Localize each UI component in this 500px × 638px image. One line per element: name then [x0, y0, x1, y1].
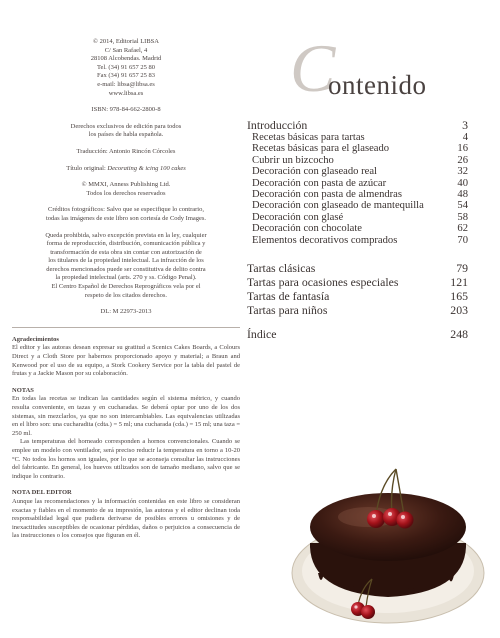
- publisher-line: Tel. (34) 91 657 25 80: [96, 63, 156, 71]
- toc-page: 40: [457, 177, 468, 189]
- toc-label: Índice: [247, 327, 277, 342]
- toc-subentry[interactable]: [247, 235, 468, 246]
- toc-label: Cubrir un bizcocho: [252, 154, 334, 166]
- original-title-name: Decorating & icing 100 cakes: [107, 164, 186, 172]
- publisher-line: Fax (34) 91 657 25 83: [97, 72, 155, 80]
- legal-line: transformación de esta obra sin contar con autorización de: [50, 248, 202, 256]
- toc-label: Decoración con glasé: [252, 211, 344, 223]
- notes-heading: NOTAS: [12, 386, 34, 394]
- toc-label: Recetas básicas para tartas: [252, 132, 365, 143]
- publisher-line: www.libsa.es: [108, 89, 144, 97]
- toc-label: Decoración con chocolate: [252, 223, 362, 235]
- toc-page: 26: [457, 154, 468, 166]
- toc-label: Tartas clásicas: [247, 261, 316, 276]
- publisher-line: © 2014, Editorial LIBSA: [93, 38, 159, 45]
- toc-page: 16: [457, 143, 468, 155]
- toc-page: 121: [450, 275, 468, 290]
- publisher-line: e-mail: libsa@libsa.es: [97, 80, 155, 88]
- isbn: ISBN: 978-84-662-2800-8: [91, 106, 161, 114]
- rights-notice: [12, 123, 240, 140]
- toc-page: 54: [457, 200, 468, 212]
- copyright-line: Todos los derechos reservados: [86, 189, 166, 197]
- toc-page: 79: [456, 261, 468, 276]
- credits-line: todas las imágenes de este libro son cortesía de Cody Images.: [45, 214, 207, 222]
- imprint-column: [12, 38, 240, 541]
- acknowledgements-heading: Agradecimientos: [12, 335, 59, 343]
- toc-entry-section[interactable]: [247, 289, 468, 303]
- toc-subentry[interactable]: [247, 189, 468, 200]
- table-of-contents: [247, 118, 468, 341]
- toc-page: 62: [457, 223, 468, 235]
- publisher-info: [12, 38, 240, 98]
- page-title: [290, 30, 500, 110]
- notes-paragraph: Las temperaturas del horneado corresponden a hornos convencionales. Cuando se emplee un modelo con ventilador, será preciso reducir la temperatura en torno a 10-20 °C. No todos los hornos son iguales, por lo que se aconseja consultar las instrucciones del fabricante. En general, los huevos utilizados son de tamaño mediano, salvo que se indique lo contrario.: [12, 438, 240, 480]
- toc-label: Decoración con glaseado de mantequilla: [252, 200, 424, 212]
- toc-subentry[interactable]: [247, 200, 468, 211]
- toc-subentry[interactable]: [247, 212, 468, 223]
- cake-body: [310, 493, 466, 597]
- copyright-notice: [12, 181, 240, 198]
- toc-label: Tartas para niños: [247, 303, 328, 318]
- toc-label: Decoración con pasta de azúcar: [252, 177, 387, 189]
- legal-line: respeto de los citados derechos.: [84, 291, 168, 299]
- toc-label: Decoración con glaseado real: [252, 166, 377, 178]
- acknowledgements-text: El editor y las autoras desean expresar su gratitud a Scenics Cakes Boards, a Colours Direct y a Cloth Store por habernos proporcionado apoyo y material; a Braun and Kenwood por el uso de su equipo, a Stork Cookery Service por la tabla del pastel de frutas y a Jackie Mason por su colaboración.: [12, 344, 240, 378]
- toc-entry-section[interactable]: [247, 275, 468, 289]
- legal-line: Queda prohibida, salvo excepción prevista en la ley, cualquier: [45, 231, 207, 239]
- toc-subentry[interactable]: [247, 178, 468, 189]
- legal-notice: [12, 232, 240, 301]
- editor-note-text: Aunque las recomendaciones y la información contenidas en este libro se consideran exactas y fiables en el momento de su impresión, las autoras y el editor declinan toda responsabilidad legal que pudiera derivarse de posibles errores u omisiones y de inexactitudes susceptibles de ocasionar pérdidas, daños o perjuicios a consecuencia de las instrucciones o los consejos que figuran en él.: [12, 497, 240, 540]
- toc-label: Tartas para ocasiones especiales: [247, 275, 399, 290]
- title-rest: ontenido: [328, 70, 427, 100]
- toc-page: 165: [450, 289, 468, 304]
- publisher-line: C/ San Rafael, 4: [104, 46, 148, 54]
- toc-page: 4: [462, 132, 468, 143]
- toc-label: Tartas de fantasía: [247, 289, 330, 304]
- toc-subentry[interactable]: [247, 166, 468, 177]
- toc-page: 3: [462, 118, 468, 132]
- original-title-prefix: Título original:: [66, 164, 108, 172]
- toc-page: 48: [457, 189, 468, 201]
- toc-subentry[interactable]: [247, 155, 468, 166]
- editor-note-heading: NOTA DEL EDITOR: [12, 489, 72, 497]
- toc-label: Introducción: [247, 118, 308, 132]
- photo-credits: [12, 206, 240, 223]
- legal-line: forma de reproducción, distribución, comunicación pública y: [46, 240, 206, 248]
- toc-spacer: [247, 246, 468, 261]
- toc-label: Elementos decorativos comprados: [252, 234, 398, 246]
- toc-subentry[interactable]: [247, 223, 468, 234]
- toc-page: 248: [450, 327, 468, 342]
- credits-line: Créditos fotográficos: Salvo que se especifique lo contrario,: [48, 206, 204, 214]
- toc-entry-index[interactable]: [247, 327, 468, 341]
- toc-entry-introduction[interactable]: [247, 118, 468, 132]
- toc-label: Recetas básicas para el glaseado: [252, 143, 390, 155]
- toc-page: 70: [457, 234, 468, 246]
- toc-page: 58: [457, 211, 468, 223]
- rights-line: los países de habla española.: [88, 131, 164, 139]
- toc-page: 32: [457, 166, 468, 178]
- rights-line: Derechos exclusivos de edición para todos: [70, 122, 182, 130]
- legal-line: El Centro Español de Derechos Reprográficos vela por el: [51, 283, 201, 291]
- copyright-line: © MMXI, Anness Publishing Ltd.: [81, 181, 171, 189]
- original-title: [12, 165, 240, 174]
- translation-credit: Traducción: Antonio Rincón Córcoles: [76, 147, 176, 155]
- legal-line: los titulares de la propiedad intelectual. La infracción de los: [48, 257, 204, 265]
- toc-entry-section[interactable]: [247, 261, 468, 275]
- toc-subentry[interactable]: [247, 132, 468, 143]
- legal-line: la propiedad intelectual (arts. 270 y ss. Código Penal).: [55, 274, 197, 282]
- chocolate-cake-photo: [288, 455, 488, 630]
- publisher-line: 28108 Alcobendas. Madrid: [90, 55, 162, 63]
- toc-subentry[interactable]: [247, 143, 468, 154]
- title-initial: C: [290, 30, 336, 106]
- legal-line: derechos mencionados puede ser constitutiva de delito contra: [46, 265, 206, 273]
- toc-entry-section[interactable]: [247, 303, 468, 317]
- divider: [12, 327, 240, 328]
- toc-label: Decoración con pasta de almendras: [252, 189, 403, 201]
- toc-page: 203: [450, 303, 468, 318]
- toc-spacer: [247, 317, 468, 327]
- notes-paragraph: En todas las recetas se indican las cantidades según el sistema métrico, y cuando resulta conveniente, en tazas y en cucharadas. Se deberá optar por uno de los dos sistemas, sin mezclarlos, ya que no son intercambiables. Las equivalencias utilizadas en el libro son: una cucharadita (cdta.) = 5 ml; una cucharada (cda.) = 15 ml; una taza = 250 ml.: [12, 395, 240, 437]
- legal-deposit: DL: M 22973-2013: [100, 308, 152, 316]
